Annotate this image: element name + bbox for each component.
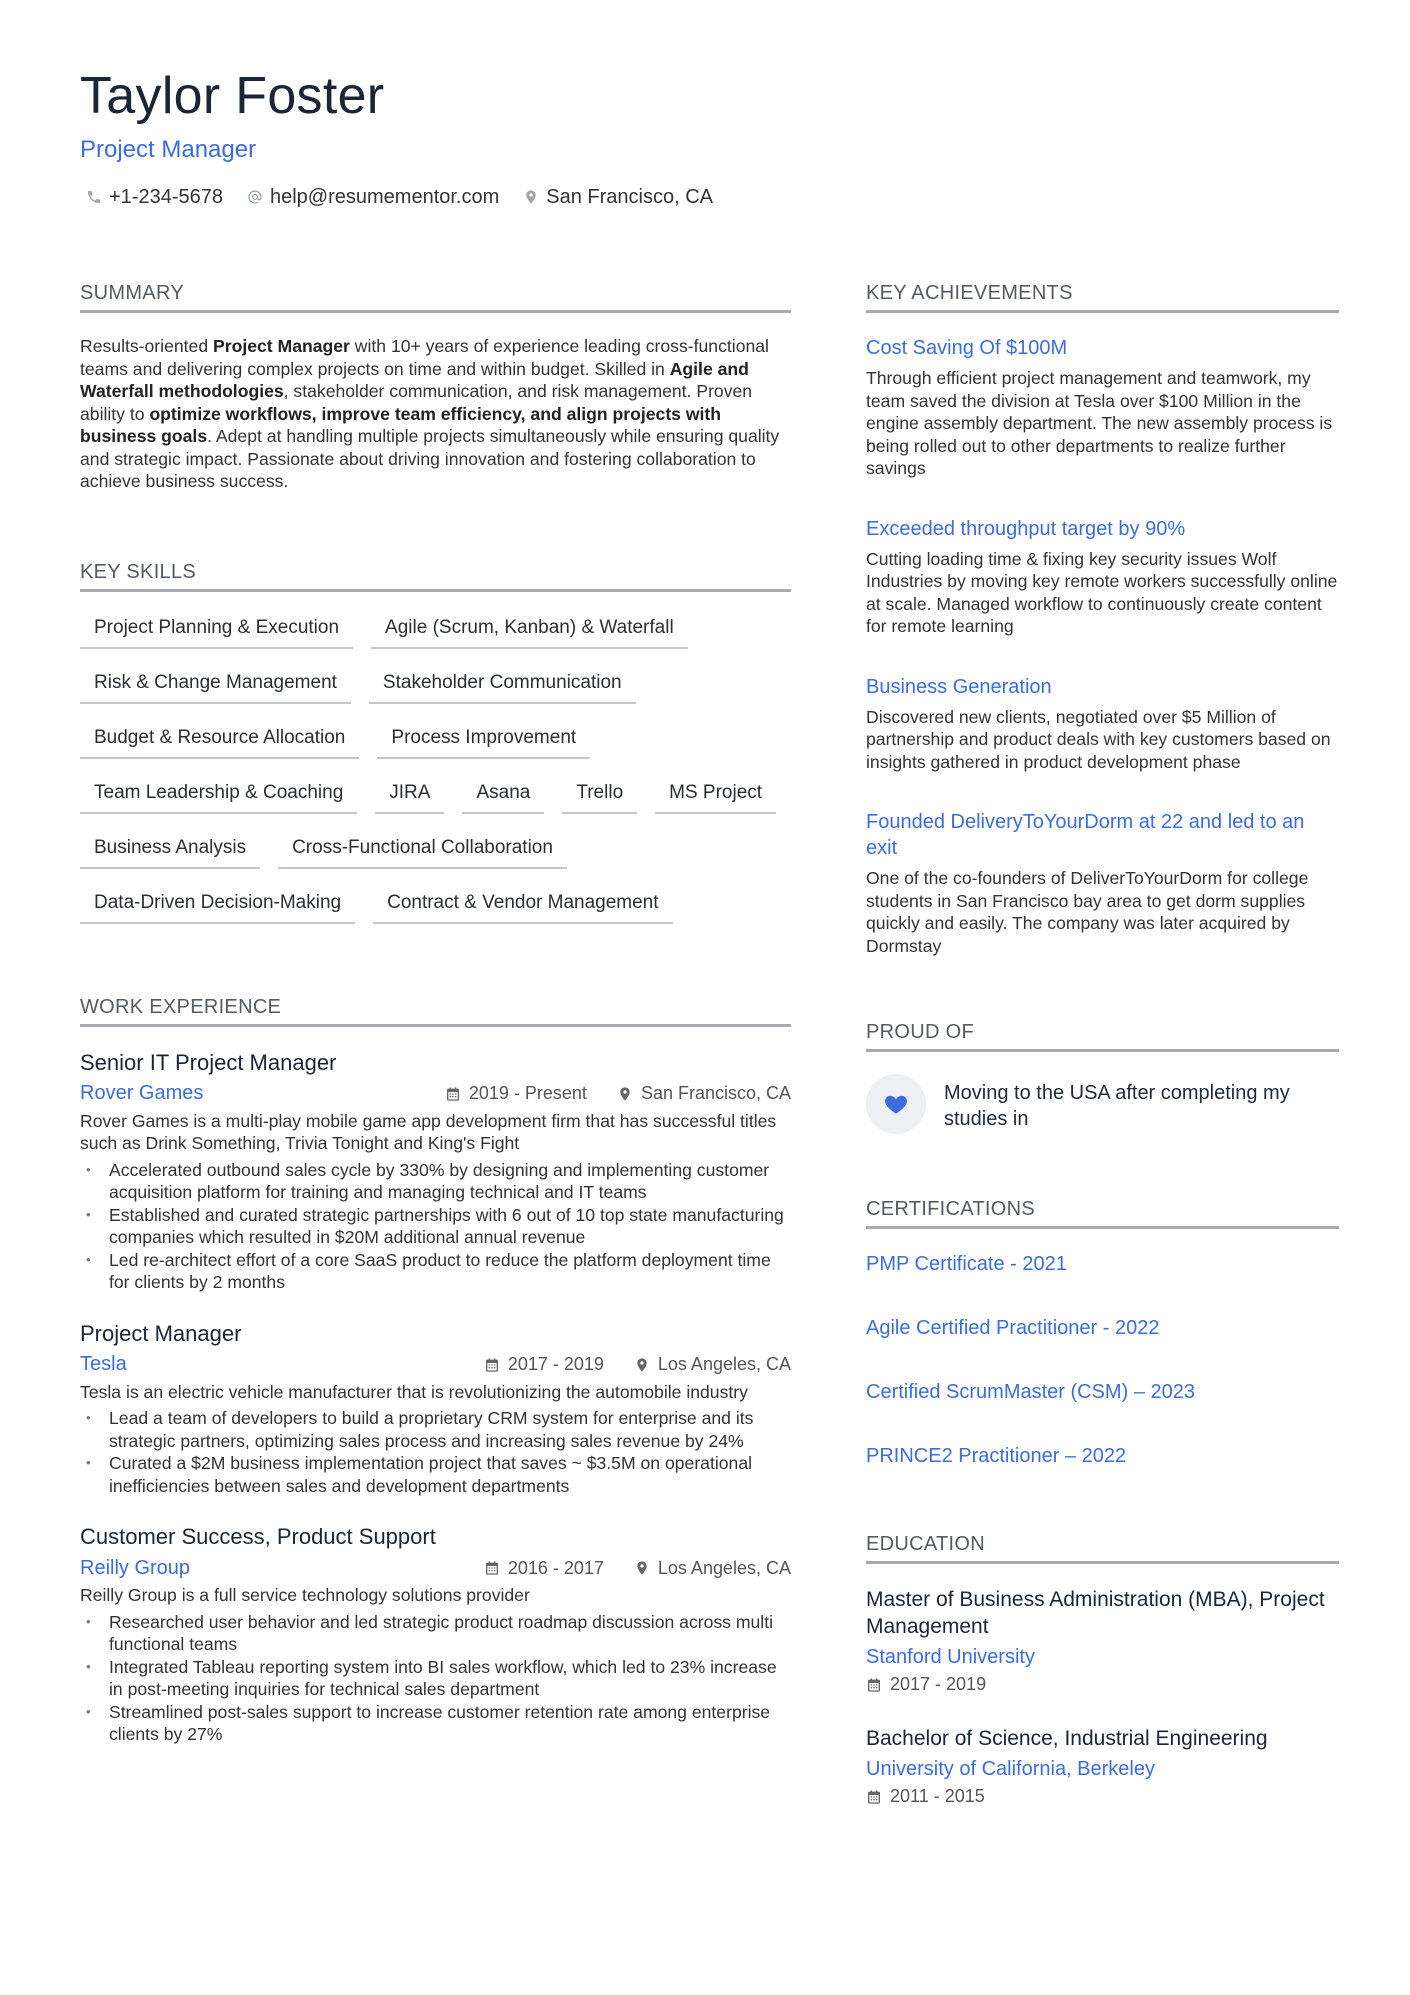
certification-item: PRINCE2 Practitioner – 2022 — [866, 1445, 1127, 1467]
proud-text: Moving to the USA after completing my studies in — [944, 1082, 1290, 1130]
achievements-section — [866, 280, 1339, 957]
skill-tag: JIRA — [375, 781, 444, 814]
skill-tag: Agile (Scrum, Kanban) & Waterfall — [371, 616, 688, 649]
summary-bold: optimize workflows, improve team efficiency, and align projects with business goals — [80, 403, 722, 446]
summary-part: . Adept at handling multiple projects simultaneously while ensuring quality and strategic impact. Passionate about driving innovation and fostering collaboration to achieve business success. — [80, 426, 780, 491]
experience-heading: WORK EXPERIENCE — [80, 994, 791, 1027]
job-meta — [80, 1554, 791, 1582]
certifications-heading: CERTIFICATIONS — [866, 1196, 1339, 1229]
job-company: Tesla — [80, 1353, 127, 1375]
job-dates-text: 2016 - 2017 — [507, 1557, 604, 1578]
job-meta — [80, 1080, 791, 1108]
job-meta — [80, 1351, 791, 1379]
achievement-title: Cost Saving Of $100M — [866, 337, 1068, 359]
map-pin-icon — [617, 1086, 633, 1102]
job-entry — [80, 1523, 791, 1746]
skill-tag: Budget & Resource Allocation — [80, 726, 359, 759]
email-text: help@resumementor.com — [269, 186, 500, 208]
contact-location — [523, 184, 713, 210]
education-dates-text: 2017 - 2019 — [890, 1674, 987, 1694]
job-description: Reilly Group is a full service technology solutions provider — [80, 1585, 530, 1605]
candidate-title: Project Manager — [80, 136, 257, 163]
phone-icon — [86, 189, 102, 205]
skill-tag: Business Analysis — [80, 836, 260, 869]
certification-item: PMP Certificate - 2021 — [866, 1253, 1067, 1275]
calendar-icon — [866, 1677, 882, 1693]
job-bullets — [80, 1159, 791, 1294]
summary-part: with 10+ years of experience leading cross-functional teams and delivering complex projects on time and within budget. Skilled in — [80, 336, 769, 379]
education-heading: EDUCATION — [866, 1531, 1339, 1564]
certification-item: Agile Certified Practitioner - 2022 — [866, 1317, 1160, 1339]
job-dates — [445, 1083, 587, 1104]
job-dates — [484, 1354, 604, 1375]
skill-tag: MS Project — [655, 781, 776, 814]
job-company: Rover Games — [80, 1082, 204, 1104]
skill-tag: Contract & Vendor Management — [373, 891, 672, 924]
skill-tag: Cross-Functional Collaboration — [278, 836, 567, 869]
calendar-icon — [484, 1560, 500, 1576]
achievement-item — [866, 809, 1339, 957]
job-bullets — [80, 1611, 791, 1746]
skills-list — [80, 616, 791, 924]
job-bullet: • Established and curated strategic partnerships with 6 out of 10 top state manufacturing companies which resulted in $20M additional annual revenue — [80, 1204, 791, 1249]
calendar-icon — [866, 1789, 882, 1805]
at-icon — [247, 189, 263, 205]
achievement-desc: Discovered new clients, negotiated over $5 Million of partnership and product deals with key customers based on insights gathered in product development phase — [866, 706, 1331, 772]
job-bullet: • Streamlined post-sales support to increase customer retention rate among enterprise clients by 27% — [80, 1701, 791, 1746]
achievement-item — [866, 516, 1339, 638]
calendar-icon — [445, 1086, 461, 1102]
achievement-desc: Through efficient project management and teamwork, my team saved the division at Tesla over $100 Million in the engine assembly department. The new assembly process is being rolled out to other departments to realize further savings — [866, 368, 1333, 478]
skill-tag: Stakeholder Communication — [369, 671, 636, 704]
right-column — [866, 280, 1339, 1807]
skill-tag: Project Planning & Execution — [80, 616, 353, 649]
job-company: Reilly Group — [80, 1556, 191, 1579]
calendar-icon — [484, 1357, 500, 1373]
job-location-text: Los Angeles, CA — [657, 1557, 791, 1578]
contact-phone[interactable] — [86, 184, 223, 210]
job-role: Customer Success, Product Support — [80, 1524, 436, 1549]
achievement-title: Exceeded throughput target by 90% — [866, 517, 1186, 540]
job-location — [617, 1083, 791, 1104]
summary-part: , stakeholder communication, and risk management. Proven ability to — [80, 381, 753, 424]
job-bullet: • Curated a $2M business implementation project that saves ~ $3.5M on operational inefficiencies between sales and development departments — [80, 1452, 791, 1497]
candidate-name: Taylor Foster — [80, 67, 385, 125]
summary-heading: SUMMARY — [80, 280, 791, 313]
job-location-text: San Francisco, CA — [640, 1083, 791, 1103]
skills-heading: KEY SKILLS — [80, 559, 791, 592]
skill-tag: Risk & Change Management — [80, 671, 351, 704]
job-entry — [80, 1320, 791, 1498]
skill-tag: Team Leadership & Coaching — [80, 781, 357, 814]
achievement-desc: One of the co-founders of DeliverToYourDorm for college students in San Francisco bay area to get dorm supplies quickly and easily. The company was later acquired by Dormstay — [866, 868, 1309, 956]
job-role: Project Manager — [80, 1320, 242, 1346]
education-degree: Master of Business Administration (MBA), Project Management — [866, 1588, 1325, 1638]
phone-text: +1-234-5678 — [109, 186, 223, 208]
heart-icon — [883, 1091, 909, 1117]
job-role: Senior IT Project Manager — [80, 1049, 337, 1075]
heart-badge — [866, 1074, 926, 1134]
achievement-desc: Cutting loading time & fixing key security issues Wolf Industries by moving key remote workers successfully online at scale. Managed workflow to continuously create content for remote learning — [866, 548, 1338, 636]
job-dates-text: 2017 - 2019 — [507, 1354, 604, 1374]
left-column — [80, 280, 791, 1746]
contact-bar — [86, 184, 713, 210]
job-location — [634, 1354, 791, 1375]
job-location-text: Los Angeles, CA — [657, 1354, 791, 1374]
summary-bold: Project Manager — [213, 336, 350, 356]
education-dates — [866, 1674, 1339, 1695]
proud-section — [866, 1019, 1339, 1134]
certification-item: Certified ScrumMaster (CSM) – 2023 — [866, 1381, 1195, 1403]
education-section — [866, 1531, 1339, 1807]
achievement-title: Founded DeliveryToYourDorm at 22 and led to an exit — [866, 811, 1305, 859]
achievement-title: Business Generation — [866, 675, 1052, 698]
proud-heading: PROUD OF — [866, 1019, 1339, 1052]
education-item — [866, 1586, 1339, 1695]
skill-tag: Asana — [462, 781, 544, 814]
contact-email[interactable] — [247, 184, 499, 210]
job-location — [634, 1558, 791, 1579]
job-dates-text: 2019 - Present — [468, 1083, 587, 1103]
job-bullet: • Researched user behavior and led strategic product roadmap discussion across multi functional teams — [80, 1611, 791, 1656]
job-bullet: • Led re-architect effort of a core SaaS product to reduce the platform deployment time for clients by 2 months — [80, 1249, 791, 1294]
job-bullet: • Integrated Tableau reporting system into BI sales workflow, which led to 23% increase in post-meeting inquiries for technical sales department — [80, 1656, 791, 1701]
job-dates — [484, 1558, 604, 1579]
summary-bold: Agile and Waterfall methodologies — [80, 358, 749, 401]
skills-section — [80, 559, 791, 924]
certifications-list — [866, 1251, 1339, 1469]
job-description: Rover Games is a multi-play mobile game app development firm that has successful titles such as Drink Something, Trivia Tonight and King's Fight — [80, 1110, 777, 1153]
job-description: Tesla is an electric vehicle manufacturer that is revolutionizing the automobile industry — [80, 1381, 748, 1402]
summary-section — [80, 280, 791, 493]
certifications-section — [866, 1196, 1339, 1469]
education-degree: Bachelor of Science, Industrial Engineering — [866, 1727, 1268, 1750]
experience-section — [80, 994, 791, 1746]
education-dates — [866, 1786, 1339, 1807]
job-bullet: • Lead a team of developers to build a proprietary CRM system for enterprise and its strategic partners, optimizing sales process and increasing sales revenue by 24% — [80, 1407, 791, 1452]
job-bullet: • Accelerated outbound sales cycle by 330% by designing and implementing customer acquisition platform for training and managing technical and IT teams — [80, 1159, 791, 1204]
skill-tag: Data-Driven Decision-Making — [80, 891, 355, 924]
job-entry — [80, 1049, 791, 1294]
map-pin-icon — [523, 189, 539, 205]
achievement-item — [866, 674, 1339, 774]
achievement-item — [866, 335, 1339, 480]
achievements-heading: KEY ACHIEVEMENTS — [866, 280, 1339, 313]
skill-tag: Process Improvement — [377, 726, 590, 759]
map-pin-icon — [634, 1357, 650, 1373]
summary-text — [80, 335, 791, 493]
education-school: Stanford University — [866, 1646, 1035, 1668]
education-item — [866, 1725, 1339, 1807]
job-bullets — [80, 1407, 791, 1497]
map-pin-icon — [634, 1560, 650, 1576]
education-school: University of California, Berkeley — [866, 1758, 1155, 1780]
education-dates-text: 2011 - 2015 — [890, 1786, 985, 1806]
proud-item — [866, 1074, 1339, 1134]
skill-tag: Trello — [562, 781, 637, 814]
location-text: San Francisco, CA — [546, 186, 714, 208]
summary-part: Results-oriented — [80, 336, 213, 356]
